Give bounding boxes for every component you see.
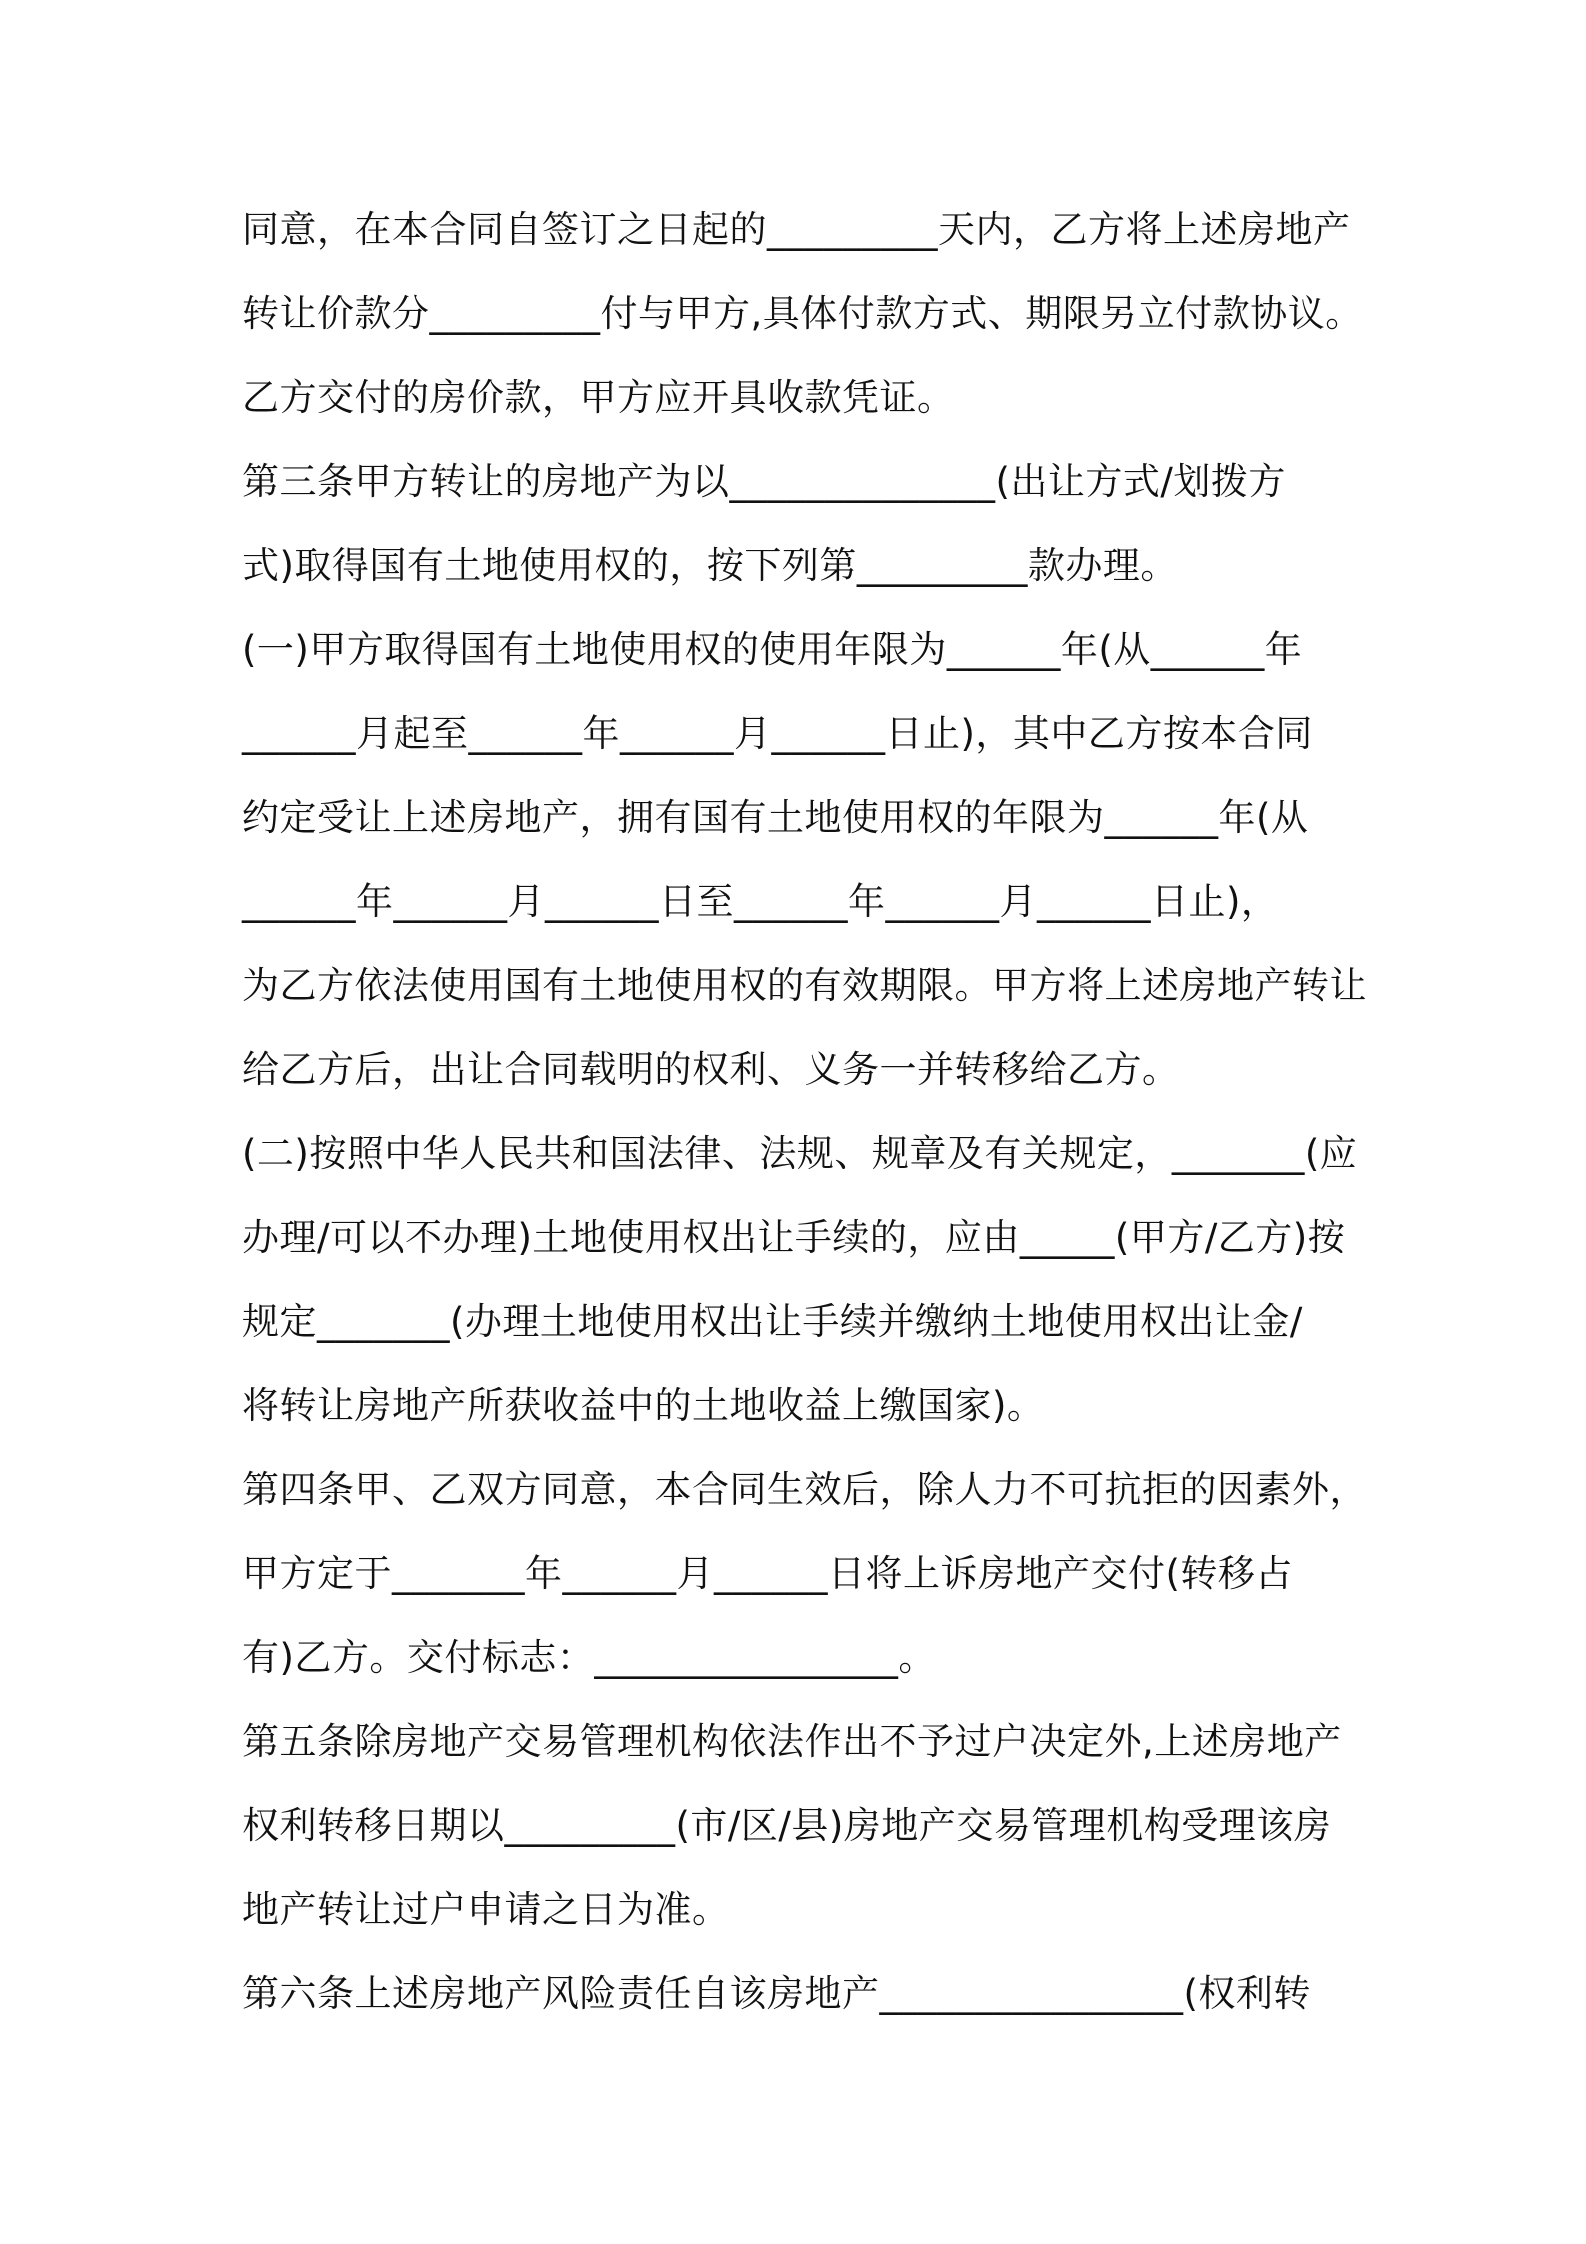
text-line: 约定受让上述房地产，拥有国有土地使用权的年限为______年(从 <box>242 796 1309 839</box>
text-line: 权利转移日期以_________(市/区/县)房地产交易管理机构受理该房 <box>242 1804 1332 1847</box>
text-line: 转让价款分_________付与甲方,具体付款方式、期限另立付款协议。 <box>242 292 1363 335</box>
text-line: 式)取得国有土地使用权的，按下列第_________款办理。 <box>242 544 1178 587</box>
text-line: 为乙方依法使用国有土地使用权的有效期限。甲方将上述房地产转让 <box>242 964 1367 1007</box>
text-line: (一)甲方取得国有土地使用权的使用年限为______年(从______年 <box>242 628 1303 671</box>
text-line: 地产转让过户申请之日为准。 <box>242 1888 730 1931</box>
text-line: 有)乙方。交付标志：________________。 <box>242 1636 936 1679</box>
text-line: ______年______月______日至______年______月______日止)， <box>242 880 1279 923</box>
text-line: ______月起至______年______月______日止)，其中乙方按本合同 <box>242 712 1313 755</box>
text-line: 第六条上述房地产风险责任自该房地产________________(权利转 <box>242 1972 1311 2015</box>
contract-text <box>242 198 1367 2046</box>
text-line: (二)按照中华人民共和国法律、法规、规章及有关规定，_______(应 <box>242 1132 1358 1175</box>
text-line: 第三条甲方转让的房地产为以______________(出让方式/划拨方 <box>242 460 1286 503</box>
text-line: 办理/可以不办理)土地使用权出让手续的，应由_____(甲方/乙方)按 <box>242 1216 1346 1259</box>
text-line: 甲方定于_______年______月______日将上诉房地产交付(转移占 <box>242 1552 1293 1595</box>
text-line: 第四条甲、乙双方同意，本合同生效后，除人力不可抗拒的因素外， <box>242 1468 1367 1511</box>
text-line: 给乙方后，出让合同载明的权利、义务一并转移给乙方。 <box>242 1048 1180 1091</box>
text-line: 同意，在本合同自签订之日起的_________天内，乙方将上述房地产 <box>242 208 1351 251</box>
text-line: 乙方交付的房价款，甲方应开具收款凭证。 <box>242 376 955 419</box>
text-line: 将转让房地产所获收益中的土地收益上缴国家)。 <box>242 1384 1045 1427</box>
text-line: 第五条除房地产交易管理机构依法作出不予过户决定外,上述房地产 <box>242 1720 1342 1763</box>
text-line: 规定_______(办理土地使用权出让手续并缴纳土地使用权出让金/ <box>242 1300 1303 1343</box>
